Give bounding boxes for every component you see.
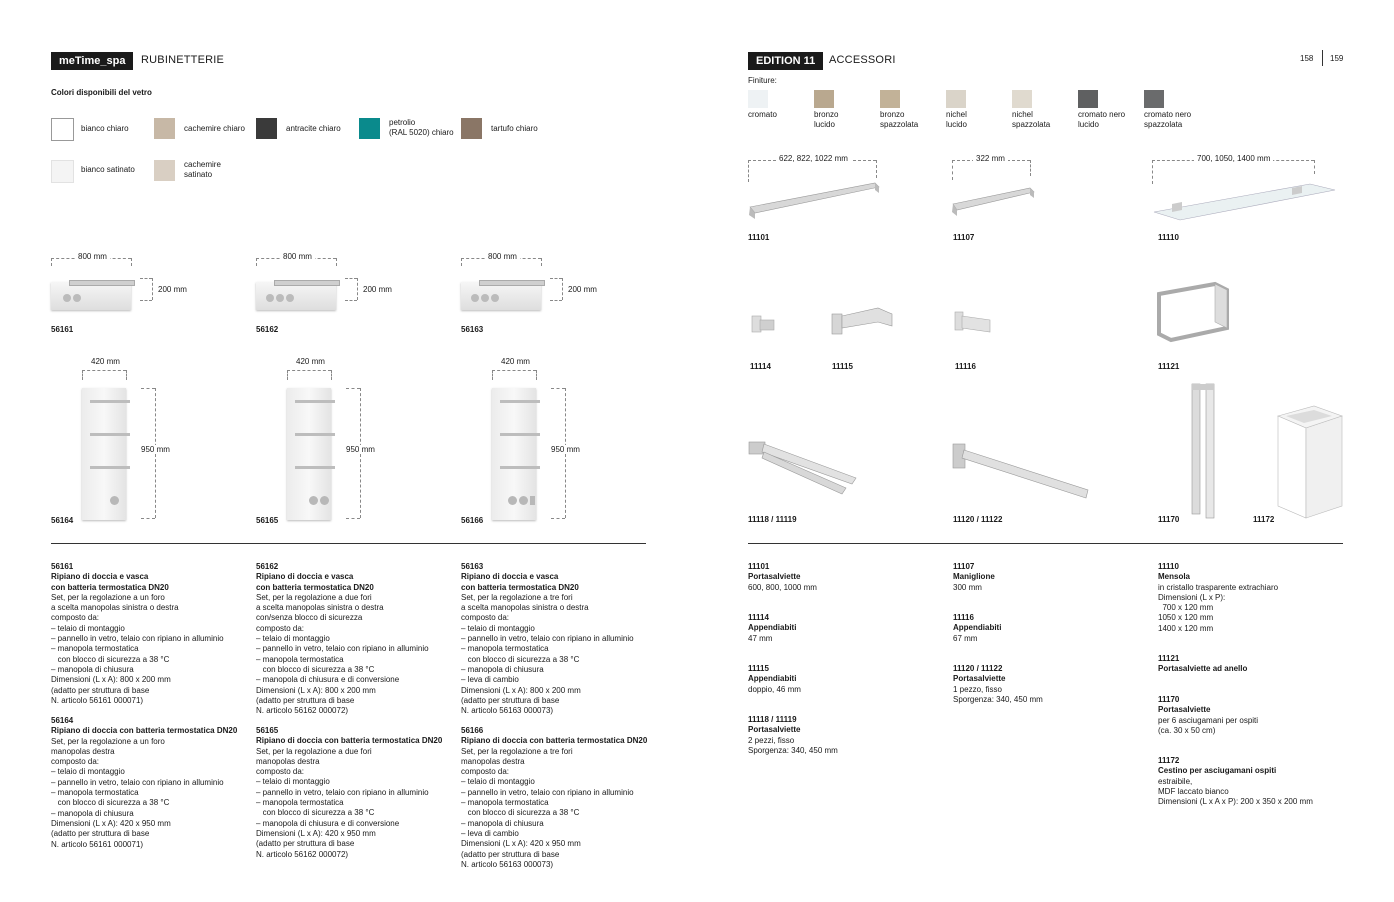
desc-line: (adatto per struttura di base: [51, 829, 150, 839]
dimension-label: 322 mm: [973, 154, 1008, 163]
dimension-tick: [131, 258, 132, 266]
dimension-tick: [140, 278, 152, 279]
description-11120: [953, 664, 1143, 705]
desc-code: 11118 / 11119: [748, 715, 797, 724]
desc-line: Dimensioni (L x A): 800 x 200 mm: [256, 685, 376, 695]
desc-line: – pannello in vetro, telaio con ripiano in alluminio: [256, 787, 429, 797]
brand-tag: meTime_spa: [51, 52, 133, 70]
desc-code: 56163: [461, 562, 484, 571]
desc-title: Appendiabiti: [748, 674, 797, 684]
desc-line: Dimensioni (L x A): 800 x 200 mm: [461, 685, 581, 695]
desc-title: Portasalviette: [1158, 705, 1211, 715]
page-number-divider: [1322, 50, 1323, 66]
desc-title: Portasalviette: [748, 572, 801, 582]
finish-label: cromato: [748, 110, 777, 119]
desc-line: – telaio di montaggio: [461, 777, 535, 787]
page-number-right: 159: [1330, 54, 1344, 63]
desc-code: 56165: [256, 726, 279, 735]
desc-title: con batteria termostatica DN20: [256, 582, 374, 592]
desc-line: Set, per la regolazione a tre fori: [461, 592, 573, 602]
dimension-tick: [51, 258, 52, 266]
desc-title: Maniglione: [953, 572, 995, 582]
desc-line: Set, per la regolazione a un foro: [51, 592, 165, 602]
description-11107: [953, 562, 1143, 593]
description-11101: [748, 562, 938, 593]
desc-line: doppio, 46 mm: [748, 684, 801, 694]
desc-title: Ripiano di doccia e vasca: [51, 572, 149, 582]
desc-line: N. articolo 56162 000072): [256, 849, 349, 859]
desc-code: 56164: [51, 716, 74, 725]
desc-line: – pannello in vetro, telaio con ripiano in alluminio: [51, 777, 224, 787]
desc-line: – manopola di chiusura e di conversione: [256, 675, 400, 685]
description-56165: [256, 726, 456, 860]
desc-line: per 6 asciugamani per ospiti: [1158, 715, 1259, 725]
desc-title: Ripiano di doccia con batteria termostatica DN20: [51, 726, 238, 736]
desc-line: (adatto per struttura di base: [461, 849, 560, 859]
dimension-height: 200 mm: [565, 285, 600, 294]
desc-line: manopolas destra: [256, 756, 320, 766]
product-code: 56163: [461, 325, 484, 334]
desc-title: Ripiano di doccia con batteria termostatica DN20: [461, 736, 648, 746]
dimension-tick: [141, 518, 155, 519]
desc-line: – manopola termostatica: [51, 788, 139, 798]
desc-line: – manopola termostatica: [461, 798, 549, 808]
desc-line: con/senza blocco di sicurezza: [256, 613, 363, 623]
dimension-tick: [1314, 160, 1315, 174]
description-11110: [1158, 562, 1348, 634]
description-11116: [953, 613, 1143, 644]
hook-image: [748, 310, 778, 338]
dimension-height: 950 mm: [548, 445, 583, 454]
desc-title: Portasalviette ad anello: [1158, 664, 1248, 674]
desc-line: Sporgenza: 340, 450 mm: [953, 694, 1043, 704]
section-title-right: ACCESSORI: [829, 54, 896, 66]
desc-line: – manopola di chiusura: [461, 664, 544, 674]
finish-nichel-spazzolata: [1012, 90, 1032, 108]
description-11114: [748, 613, 938, 644]
desc-title: con batteria termostatica DN20: [461, 582, 579, 592]
dimension-line: [492, 370, 536, 371]
desc-title: Cestino per asciugamani ospiti: [1158, 766, 1277, 776]
desc-line: composto da:: [51, 613, 100, 623]
dimension-width: 800 mm: [485, 252, 520, 261]
desc-line: composto da:: [256, 767, 305, 777]
desc-line: estraibile,: [1158, 776, 1193, 786]
dimension-label: 622, 822, 1022 mm: [776, 154, 851, 163]
description-56161: [51, 562, 251, 706]
desc-line: – manopola di chiusura: [51, 808, 134, 818]
description-11170: [1158, 695, 1348, 736]
finish-bronzo-spazzolata: [880, 90, 900, 108]
dimension-width: 420 mm: [498, 357, 533, 366]
product-code: 11121: [1158, 362, 1180, 371]
desc-line: 2 pezzi, fisso: [748, 735, 795, 745]
desc-title: Ripiano di doccia e vasca: [461, 572, 559, 582]
desc-line: N. articolo 56162 000072): [256, 706, 349, 716]
dimension-width: 800 mm: [75, 252, 110, 261]
swatch-bianco-chiaro: [51, 118, 74, 141]
dimension-label: 700, 1050, 1400 mm: [1194, 154, 1273, 163]
desc-line: (adatto per struttura di base: [256, 839, 355, 849]
dimension-tick: [256, 258, 257, 266]
finish-label: cromato nero lucido: [1078, 110, 1126, 130]
shelf-image: [51, 282, 131, 310]
dimension-height: 200 mm: [360, 285, 395, 294]
product-code: 11118 / 11119: [748, 515, 797, 524]
dimension-tick: [550, 278, 562, 279]
dimension-line: [562, 278, 563, 300]
desc-line: Set, per la regolazione a due fori: [256, 592, 372, 602]
desc-line: in cristallo trasparente extrachiaro: [1158, 582, 1279, 592]
desc-line: N. articolo 56163 000073): [461, 706, 554, 716]
dimension-height: 200 mm: [155, 285, 190, 294]
dimension-tick: [140, 300, 152, 301]
desc-line: – manopola di chiusura: [461, 818, 544, 828]
product-code: 56166: [461, 516, 484, 525]
desc-code: 56161: [51, 562, 74, 571]
desc-line: – manopola di chiusura e di conversione: [256, 818, 400, 828]
desc-line: Set, per la regolazione a due fori: [256, 746, 372, 756]
product-code: 11110: [1158, 233, 1179, 242]
desc-line: 67 mm: [953, 633, 978, 643]
swatch-label: petrolio (RAL 5020) chiaro: [389, 118, 454, 138]
desc-line: – manopola di chiusura: [51, 664, 134, 674]
desc-title: Appendiabiti: [953, 623, 1002, 633]
product-code: 56164: [51, 516, 74, 525]
dimension-tick: [541, 258, 542, 266]
dimension-tick: [336, 258, 337, 266]
divider-right: [748, 543, 1343, 544]
dimension-tick: [346, 388, 360, 389]
desc-line: – manopola termostatica: [51, 644, 139, 654]
panel-image: [82, 388, 126, 520]
dimension-tick: [345, 300, 357, 301]
desc-line: 600, 800, 1000 mm: [748, 582, 817, 592]
swatch-antracite-chiaro: [256, 118, 277, 139]
panel-image: [287, 388, 331, 520]
desc-code: 11114: [748, 613, 769, 622]
product-code: 56165: [256, 516, 279, 525]
description-11121: [1158, 654, 1348, 675]
desc-code: 11120 / 11122: [953, 664, 1003, 673]
swatch-cachemire-chiaro: [154, 118, 175, 139]
product-code: 11107: [953, 233, 975, 242]
dimension-tick: [1030, 160, 1031, 176]
dimension-width: 420 mm: [88, 357, 123, 366]
finish-label: nichel lucido: [946, 110, 967, 130]
desc-code: 11101: [748, 562, 770, 571]
dimension-tick: [82, 370, 83, 380]
desc-title: Appendiabiti: [748, 623, 797, 633]
double-hook-image: [828, 302, 898, 342]
description-56164: [51, 716, 251, 850]
desc-line: 1050 x 120 mm: [1158, 613, 1214, 623]
swatch-cachemire-satinato: [154, 160, 175, 181]
desc-line: – pannello in vetro, telaio con ripiano in alluminio: [461, 634, 634, 644]
description-11115: [748, 664, 938, 695]
desc-title: Portasalviette: [953, 674, 1006, 684]
description-56166: [461, 726, 661, 870]
desc-line: – manopola termostatica: [256, 798, 344, 808]
desc-line: Set, per la regolazione a tre fori: [461, 746, 573, 756]
dimension-tick: [551, 388, 565, 389]
product-code: 11170: [1158, 515, 1180, 524]
shelf-image: [256, 282, 336, 310]
desc-line: Set, per la regolazione a un foro: [51, 736, 165, 746]
finish-cromato: [748, 90, 768, 108]
swatch-label: antracite chiaro: [286, 124, 341, 133]
description-11118: [748, 715, 938, 756]
swatch-label: bianco satinato: [81, 165, 135, 174]
finish-cromato-nero-spazzolata: [1144, 90, 1164, 108]
desc-line: 700 x 120 mm: [1158, 603, 1214, 613]
desc-line: – telaio di montaggio: [256, 777, 330, 787]
desc-line: Dimensioni (L x A): 800 x 200 mm: [51, 675, 171, 685]
double-towel-rail-image: [746, 432, 866, 498]
desc-title: Ripiano di doccia con batteria termostatica DN20: [256, 736, 443, 746]
desc-line: – leva di cambio: [461, 828, 519, 838]
desc-line: composto da:: [256, 623, 305, 633]
desc-line: composto da:: [51, 757, 100, 767]
swatch-label: bianco chiaro: [81, 124, 129, 133]
desc-code: 11170: [1158, 695, 1180, 704]
edition-tag: EDITION 11: [748, 52, 823, 70]
desc-line: con blocco di sicurezza a 38 °C: [256, 808, 375, 818]
desc-line: N. articolo 56161 000071): [51, 839, 144, 849]
finish-label: bronzo spazzolata: [880, 110, 919, 130]
swatch-tartufo-chiaro: [461, 118, 482, 139]
glass-colors-title: Colori disponibili del vetro: [51, 88, 152, 97]
finish-bronzo-lucido: [814, 90, 834, 108]
section-title-left: RUBINETTERIE: [141, 54, 225, 66]
dimension-tick: [952, 160, 953, 180]
desc-code: 11107: [953, 562, 975, 571]
dimension-tick: [331, 370, 332, 380]
desc-line: – telaio di montaggio: [51, 767, 125, 777]
dimension-tick: [492, 370, 493, 380]
desc-code: 11116: [953, 613, 974, 622]
product-code: 56161: [51, 325, 74, 334]
desc-line: – manopola termostatica: [461, 644, 549, 654]
desc-line: Dimensioni (L x P):: [1158, 592, 1226, 602]
finish-nichel-lucido: [946, 90, 966, 108]
ring-holder-image: [1155, 280, 1235, 346]
desc-code: 11121: [1158, 654, 1180, 663]
desc-code: 11110: [1158, 562, 1179, 571]
desc-line: Dimensioni (L x A): 420 x 950 mm: [51, 818, 171, 828]
desc-line: (adatto per struttura di base: [51, 685, 150, 695]
desc-line: (ca. 30 x 50 cm): [1158, 725, 1216, 735]
dimension-line: [357, 278, 358, 300]
desc-line: – manopola termostatica: [256, 654, 344, 664]
product-code: 11101: [748, 233, 770, 242]
product-code: 11172: [1253, 515, 1275, 524]
towel-basket-image: [1274, 402, 1346, 522]
desc-line: – telaio di montaggio: [51, 623, 125, 633]
dimension-tick: [536, 370, 537, 380]
dimension-line: [287, 370, 331, 371]
desc-line: a scelta manopolas sinistra o destra: [256, 603, 384, 613]
dimension-line: [152, 278, 153, 300]
shelf-image: [461, 282, 541, 310]
desc-line: con blocco di sicurezza a 38 °C: [256, 664, 375, 674]
desc-line: 1 pezzo, fisso: [953, 684, 1002, 694]
dimension-tick: [141, 388, 155, 389]
desc-line: N. articolo 56161 000071): [51, 695, 144, 705]
description-11172: [1158, 756, 1358, 807]
dimension-tick: [550, 300, 562, 301]
desc-line: N. articolo 56163 000073): [461, 859, 554, 869]
product-code: 11116: [955, 362, 976, 371]
product-code: 11120 / 11122: [953, 515, 1003, 524]
desc-line: 1400 x 120 mm: [1158, 623, 1214, 633]
desc-code: 11115: [748, 664, 769, 673]
dimension-width: 800 mm: [280, 252, 315, 261]
desc-line: 300 mm: [953, 582, 982, 592]
desc-line: manopolas destra: [461, 756, 525, 766]
product-code: 11115: [832, 362, 853, 371]
dimension-line: [82, 370, 126, 371]
desc-title: Mensola: [1158, 572, 1191, 582]
desc-line: – pannello in vetro, telaio con ripiano in alluminio: [461, 787, 634, 797]
towel-rail-image: [745, 175, 885, 225]
desc-line: a scelta manopolas sinistra o destra: [461, 603, 589, 613]
desc-title: Portasalviette: [748, 725, 801, 735]
desc-code: 11172: [1158, 756, 1180, 765]
desc-line: con blocco di sicurezza a 38 °C: [51, 654, 170, 664]
desc-line: Dimensioni (L x A): 420 x 950 mm: [461, 839, 581, 849]
guest-towel-holder-image: [1188, 380, 1222, 520]
desc-line: – pannello in vetro, telaio con ripiano in alluminio: [51, 634, 224, 644]
desc-line: – telaio di montaggio: [256, 634, 330, 644]
desc-line: a scelta manopolas sinistra o destra: [51, 603, 179, 613]
desc-line: – leva di cambio: [461, 675, 519, 685]
grab-bar-image: [948, 178, 1043, 220]
swatch-petrolio-chiaro: [359, 118, 380, 139]
finish-label: cromato nero spazzolata: [1144, 110, 1192, 130]
panel-image: [492, 388, 536, 520]
dimension-tick: [345, 278, 357, 279]
desc-line: (adatto per struttura di base: [461, 695, 560, 705]
desc-line: con blocco di sicurezza a 38 °C: [461, 654, 580, 664]
desc-line: Sporgenza: 340, 450 mm: [748, 745, 838, 755]
product-code: 56162: [256, 325, 279, 334]
desc-line: composto da:: [461, 613, 510, 623]
desc-code: 56166: [461, 726, 484, 735]
desc-line: Dimensioni (L x A): 420 x 950 mm: [256, 828, 376, 838]
desc-code: 56162: [256, 562, 279, 571]
description-56163: [461, 562, 661, 716]
desc-line: 47 mm: [748, 633, 773, 643]
shelf-glass-image: [1150, 176, 1340, 226]
desc-line: – telaio di montaggio: [461, 623, 535, 633]
desc-line: manopolas destra: [51, 746, 115, 756]
dimension-height: 950 mm: [138, 445, 173, 454]
dimension-height: 950 mm: [343, 445, 378, 454]
swatch-bianco-satinato: [51, 160, 74, 183]
desc-line: – pannello in vetro, telaio con ripiano in alluminio: [256, 644, 429, 654]
dimension-width: 420 mm: [293, 357, 328, 366]
desc-title: con batteria termostatica DN20: [51, 582, 169, 592]
dimension-tick: [346, 518, 360, 519]
dimension-tick: [461, 258, 462, 266]
desc-line: (adatto per struttura di base: [256, 695, 355, 705]
swatch-label: tartufo chiaro: [491, 124, 538, 133]
swatch-label: cachemire satinato: [184, 160, 221, 180]
finishes-title: Finiture:: [748, 76, 777, 85]
single-towel-rail-image: [950, 440, 1095, 504]
dimension-tick: [126, 370, 127, 380]
finish-label: bronzo lucido: [814, 110, 839, 130]
hook-long-image: [952, 306, 996, 338]
desc-line: composto da:: [461, 767, 510, 777]
product-code: 11114: [750, 362, 771, 371]
page-number-left: 158: [1300, 54, 1314, 63]
desc-line: MDF laccato bianco: [1158, 786, 1229, 796]
divider-left: [51, 543, 646, 544]
desc-line: con blocco di sicurezza a 38 °C: [51, 798, 170, 808]
dimension-tick: [551, 518, 565, 519]
dimension-tick: [287, 370, 288, 380]
finish-label: nichel spazzolata: [1012, 110, 1051, 130]
desc-line: con blocco di sicurezza a 38 °C: [461, 808, 580, 818]
swatch-label: cachemire chiaro: [184, 124, 245, 133]
desc-title: Ripiano di doccia e vasca: [256, 572, 354, 582]
finish-cromato-nero-lucido: [1078, 90, 1098, 108]
desc-line: Dimensioni (L x A x P): 200 x 350 x 200 mm: [1158, 797, 1313, 807]
description-56162: [256, 562, 456, 716]
